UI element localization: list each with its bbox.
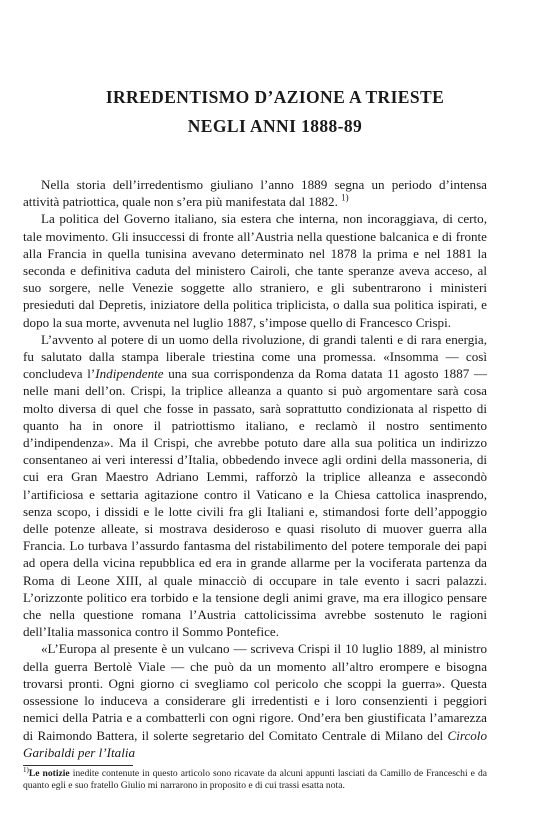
paragraph-3-text-b: una sua corrispondenza da Roma datata 11 agosto 1887 — nelle mani dell’on. Crispi, la triplice alleanza a quanto si può argomentare sarà cosa molto diversa di quel che fosse in passato, sarà soprattutto condizionata al rispetto di quanto ha in onore il patriottismo italiano, e reclamò il nostro sentimento d’indipendenza». Ma il Crispi, che avrebbe potuto dare alla sua politica un indirizzo consentaneo ai veri interessi d’Italia, obbedendo invece agli ordini della massoneria, di cui era Gran Maestro Adriano Lemmi, rafforzò la triplice alleanza e assecondò l’artificiosa e settaria agitazione contro il Vaticano e la Chiesa cattolica inasprendo, senza scopo, i dissidi e le lotte civili fra gli Italiani e, stimandosi forte dell’appoggio delle potenze alleate, si mostrava desideroso e quasi risoluto di muover guerra alla Francia. Lo turbava l’assurdo fantasma del ristabilimento del potere temporale dei papi ad opera della vicina repubblica ed era in grande allarme per la vociferata partenza da Roma di Leone XIII, al quale minacciò di occupare in tale evento i sacri palazzi. L’orizzonte politico era torbido e la tensione degli animi grave, ma era illogico pensare che nella questione romana l’Austria cattolicissima avrebbe sostenuto le ragioni dell’Italia massonica contro il Sommo Pontefice. <box>23 366 488 640</box>
article-body <box>23 176 487 761</box>
footnote-lead: Le notizie <box>28 768 70 779</box>
paragraph-3 <box>23 331 487 641</box>
paragraph-4-text-a: «L’Europa al presente è un vulcano — scriveva Crispi il 10 luglio 1889, al ministro della guerra Bertolè Viale — che può da un momento all’altro erompere e bisogna trovarsi pronti. Ogni giorno ci svegliamo col pericolo che scoppi la guerra». Questa ossessione lo induceva a considerare gli irredentisti e i loro consenzienti i peggiori nemici della Patria e a combatterli con ogni rigore. Ond’era ben giustificata l’amarezza di Raimondo Battera, il solerte segretario del Comitato Centrale di Milano del <box>23 641 487 743</box>
article-title-line-1: IRREDENTISMO D’AZIONE A TRIESTE <box>105 87 445 107</box>
article-title-line-2: NEGLI ANNI 1888-89 <box>187 116 363 136</box>
footnote-text: inedite contenute in questo articolo sono ricavate da alcuni appunti lasciati da Camillo de Franceschi e da quanto egli e suo fratello Giulio mi narrarono in proposito e di cui trassi esatta nota. <box>23 768 487 792</box>
footnote-reference: 1) <box>341 192 349 203</box>
footnote-divider <box>23 765 133 766</box>
paragraph-3-text-a: L’avvento al potere di un uomo della rivoluzione, di grandi talenti e di rara energia, fu salutato dalla stampa liberale triestina come una promessa. «Insomma — così concludeva l’ <box>23 331 487 382</box>
footnote <box>23 765 487 793</box>
footnote-marker: 1) <box>23 765 29 774</box>
organization-name: Circolo Garibaldi per l’Italia <box>23 727 487 760</box>
paragraph-2: La politica del Governo italiano, sia estera che interna, non incoraggiava, di certo, tale movimento. Gli insuccessi di fronte all’Austria nella questione balcanica e di fronte alla Francia in quella tunisina avevano determinato nel 1878 la prima e nel 1881 la seconda e definitiva caduta del ministero Cairoli, che tante speranze aveva acceso, al suo sorgere, nelle Venezie soggette allo straniero, e gli subentrarono i ministeri presieduti dal Depretis, iniziatore della politica triplicista, o dalla sua politica ispirati, e dopo la sua morte, avvenuta nel luglio 1887, s’impose quello di Francesco Crispi. <box>23 211 487 330</box>
newspaper-title: Indipendente <box>95 366 164 382</box>
paragraph-4 <box>23 640 487 760</box>
paragraph-1-text: Nella storia dell’irredentismo giuliano l’anno 1889 segna un periodo d’intensa attività patriottica, quale non s’era più manifestata dal 1882. <box>23 177 487 210</box>
paragraph-1 <box>23 176 487 210</box>
